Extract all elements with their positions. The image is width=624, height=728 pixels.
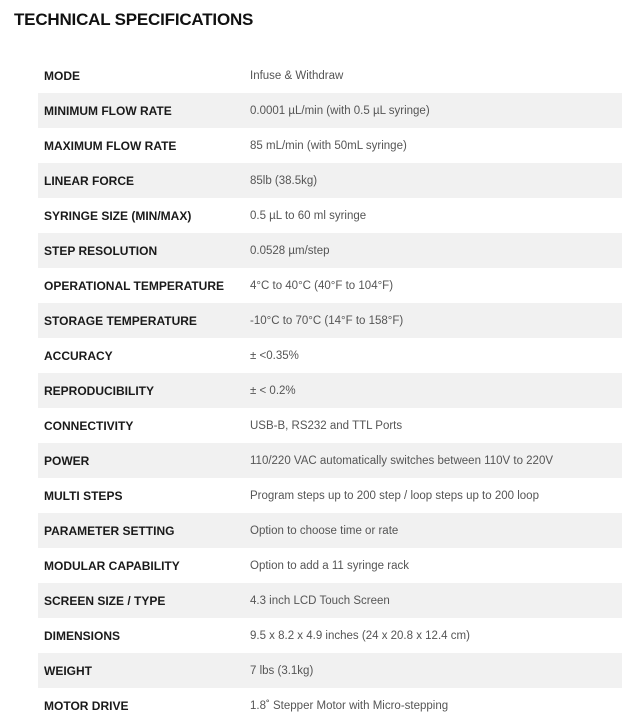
- spec-value: Infuse & Withdraw: [250, 69, 344, 82]
- spec-label: MINIMUM FLOW RATE: [44, 103, 172, 118]
- spec-row-weight: [38, 653, 622, 688]
- spec-row-maximum-flow-rate: [38, 128, 622, 163]
- spec-label: MODE: [44, 68, 80, 83]
- page-title: TECHNICAL SPECIFICATIONS: [14, 10, 254, 29]
- spec-value: USB-B, RS232 and TTL Ports: [250, 419, 403, 432]
- spec-row-storage-temperature: [38, 303, 622, 338]
- spec-value: 85lb (38.5kg): [250, 174, 318, 187]
- spec-value: 9.5 x 8.2 x 4.9 inches (24 x 20.8 x 12.4 cm): [250, 629, 470, 642]
- spec-value: 0.5 µL to 60 ml syringe: [250, 209, 367, 222]
- spec-label: OPERATIONAL TEMPERATURE: [44, 278, 225, 293]
- spec-label: SYRINGE SIZE (MIN/MAX): [44, 208, 192, 223]
- spec-row-screen-size-type: [38, 583, 622, 618]
- spec-value: 1.8˚ Stepper Motor with Micro-stepping: [250, 699, 449, 712]
- spec-row-step-resolution: [38, 233, 622, 268]
- spec-label: PARAMETER SETTING: [44, 523, 175, 538]
- spec-row-reproducibility: [38, 373, 622, 408]
- spec-label: LINEAR FORCE: [44, 173, 134, 188]
- spec-row-mode: [38, 58, 622, 93]
- spec-value: Option to add a 11 syringe rack: [250, 559, 409, 572]
- spec-row-multi-steps: [38, 478, 622, 513]
- spec-value: 4.3 inch LCD Touch Screen: [250, 594, 390, 607]
- spec-value: 0.0001 µL/min (with 0.5 µL syringe): [250, 104, 430, 117]
- spec-label: MULTI STEPS: [44, 488, 123, 503]
- spec-row-linear-force: [38, 163, 622, 198]
- spec-label: SCREEN SIZE / TYPE: [44, 593, 166, 608]
- spec-label: STEP RESOLUTION: [44, 243, 158, 258]
- spec-value: 0.0528 µm/step: [250, 244, 330, 257]
- spec-value: Program steps up to 200 step / loop steps up to 200 loop: [250, 489, 539, 502]
- spec-label: POWER: [44, 453, 90, 468]
- spec-label: DIMENSIONS: [44, 628, 121, 643]
- spec-value: -10°C to 70°C (14°F to 158°F): [250, 314, 404, 327]
- spec-row-modular-capability: [38, 548, 622, 583]
- spec-value: 85 mL/min (with 50mL syringe): [250, 139, 407, 152]
- spec-label: REPRODUCIBILITY: [44, 383, 155, 398]
- spec-value: ± <0.35%: [250, 349, 299, 362]
- spec-row-connectivity: [38, 408, 622, 443]
- spec-row-minimum-flow-rate: [38, 93, 622, 128]
- spec-label: MOTOR DRIVE: [44, 698, 129, 713]
- spec-label: ACCURACY: [44, 348, 113, 363]
- spec-row-accuracy: [38, 338, 622, 373]
- spec-label: STORAGE TEMPERATURE: [44, 313, 197, 328]
- spec-value: 4°C to 40°C (40°F to 104°F): [250, 279, 394, 292]
- spec-label: CONNECTIVITY: [44, 418, 134, 433]
- spec-value: 110/220 VAC automatically switches between 110V to 220V: [250, 454, 554, 467]
- spec-value: Option to choose time or rate: [250, 524, 399, 537]
- spec-label: MODULAR CAPABILITY: [44, 558, 180, 573]
- spec-row-parameter-setting: [38, 513, 622, 548]
- spec-row-operational-temperature: [38, 268, 622, 303]
- spec-value: ± < 0.2%: [250, 384, 296, 397]
- spec-row-syringe-size: [38, 198, 622, 233]
- spec-label: WEIGHT: [44, 663, 92, 678]
- spec-row-power: [38, 443, 622, 478]
- spec-row-dimensions: [38, 618, 622, 653]
- spec-row-motor-drive: [38, 688, 622, 723]
- spec-table: [38, 58, 622, 723]
- spec-label: MAXIMUM FLOW RATE: [44, 138, 177, 153]
- spec-value: 7 lbs (3.1kg): [250, 664, 314, 677]
